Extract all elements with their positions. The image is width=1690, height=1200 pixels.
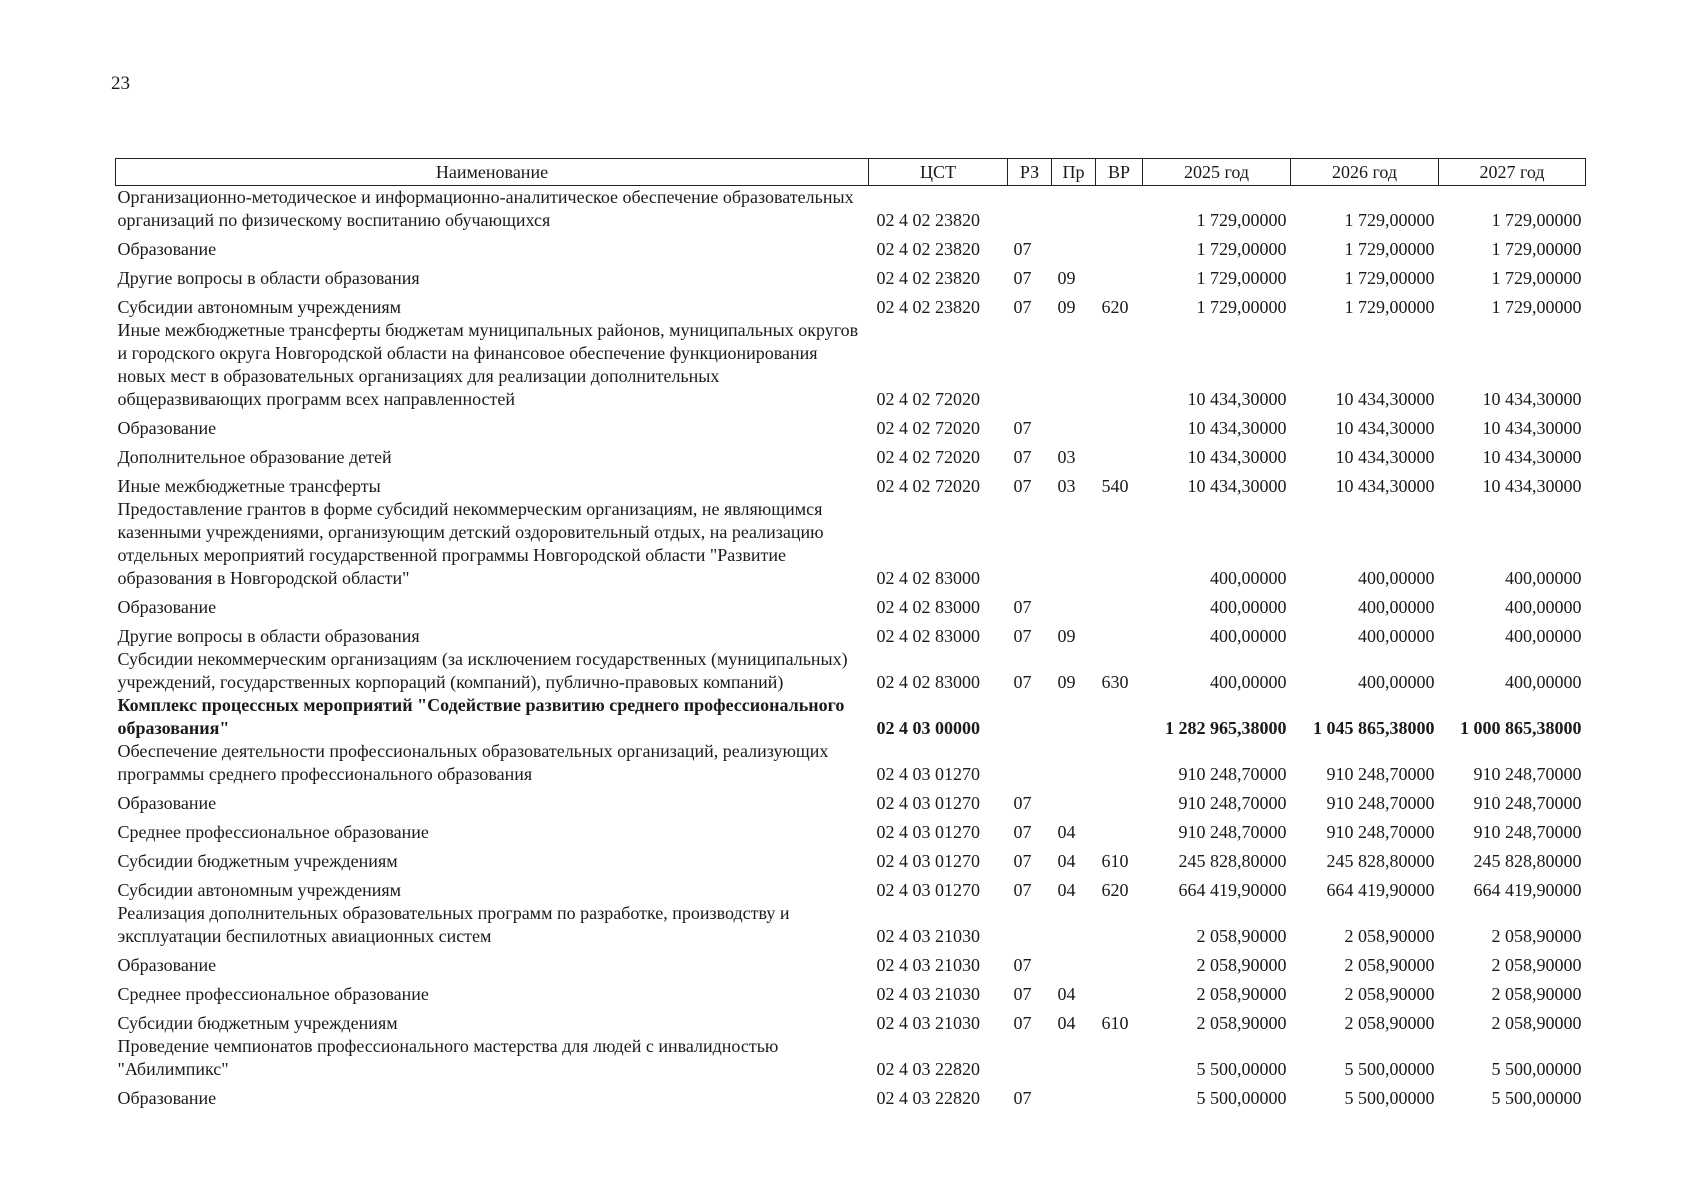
cell-name: Субсидии бюджетным учреждениям	[117, 1013, 398, 1033]
cell-cst: 02 4 03 01270	[876, 793, 980, 813]
cell-vr	[1096, 1035, 1143, 1081]
cell-pr	[1052, 694, 1096, 740]
cell-2026: 245 828,80000	[1326, 851, 1435, 871]
cell-2027: 10 434,30000	[1482, 476, 1582, 496]
cell-2025: 1 729,00000	[1196, 239, 1287, 259]
cell-cst: 02 4 02 23820	[876, 268, 980, 288]
table-row	[116, 977, 1586, 1006]
cell-cst: 02 4 02 72020	[876, 447, 980, 467]
table-row	[116, 440, 1586, 469]
cell-cst: 02 4 03 00000	[876, 718, 980, 738]
cell-rz: 07	[1013, 984, 1032, 1004]
cell-2026: 910 248,70000	[1326, 793, 1435, 813]
header-vr: ВР	[1096, 159, 1143, 186]
cell-2026: 400,00000	[1358, 568, 1435, 588]
cell-rz: 07	[1013, 1088, 1032, 1108]
cell-name: Организационно-методическое и информационно-аналитическое обеспечение образовательных организаций по физическому воспитанию обучающихся	[117, 187, 854, 230]
cell-2025: 400,00000	[1210, 672, 1287, 692]
cell-2027: 1 000 865,38000	[1460, 718, 1582, 738]
cell-2026: 910 248,70000	[1326, 764, 1435, 784]
cell-cst: 02 4 03 22820	[876, 1059, 980, 1079]
cell-2025: 910 248,70000	[1178, 822, 1287, 842]
cell-rz	[1008, 740, 1052, 786]
cell-name: Другие вопросы в области образования	[117, 268, 420, 288]
cell-2026: 5 500,00000	[1344, 1059, 1435, 1079]
cell-2026: 2 058,90000	[1344, 926, 1435, 946]
cell-pr: 04	[1057, 1013, 1076, 1033]
cell-2025: 10 434,30000	[1187, 476, 1287, 496]
table-row	[116, 232, 1586, 261]
cell-pr	[1052, 786, 1096, 815]
cell-2025: 910 248,70000	[1178, 793, 1287, 813]
budget-table	[115, 158, 1586, 1110]
cell-vr	[1096, 186, 1143, 233]
table-row	[116, 261, 1586, 290]
header-name: Наименование	[116, 159, 869, 186]
cell-cst: 02 4 02 83000	[876, 597, 980, 617]
cell-rz: 07	[1013, 955, 1032, 975]
cell-vr	[1096, 902, 1143, 948]
cell-2026: 1 729,00000	[1344, 210, 1435, 230]
table-row	[116, 1081, 1586, 1110]
table-row	[116, 648, 1586, 694]
cell-2027: 2 058,90000	[1491, 984, 1582, 1004]
cell-pr: 04	[1057, 984, 1076, 1004]
cell-2026: 910 248,70000	[1326, 822, 1435, 842]
cell-2027: 5 500,00000	[1491, 1088, 1582, 1108]
table-row	[116, 186, 1586, 233]
cell-name: Субсидии автономным учреждениям	[117, 297, 402, 317]
cell-pr: 03	[1057, 447, 1076, 467]
cell-rz: 07	[1013, 597, 1032, 617]
cell-cst: 02 4 03 01270	[876, 764, 980, 784]
table-row	[116, 844, 1586, 873]
table-row	[116, 948, 1586, 977]
cell-2027: 5 500,00000	[1491, 1059, 1582, 1079]
cell-2025: 910 248,70000	[1178, 764, 1287, 784]
cell-vr	[1096, 1081, 1143, 1110]
cell-name: Иные межбюджетные трансферты бюджетам муниципальных районов, муниципальных округов и городского округа Новгородской области на финансовое обеспечение функционирования новых мест в образовательных организациях для реализации дополнительных общеразвивающих программ всех направленностей	[117, 320, 859, 409]
cell-rz	[1008, 694, 1052, 740]
cell-pr: 09	[1057, 672, 1076, 692]
cell-2027: 10 434,30000	[1482, 418, 1582, 438]
cell-2025: 5 500,00000	[1196, 1059, 1287, 1079]
cell-2027: 400,00000	[1505, 597, 1582, 617]
cell-pr: 03	[1057, 476, 1076, 496]
cell-2025: 2 058,90000	[1196, 1013, 1287, 1033]
cell-cst: 02 4 03 21030	[876, 1013, 980, 1033]
cell-2027: 2 058,90000	[1491, 1013, 1582, 1033]
cell-rz	[1008, 498, 1052, 590]
cell-2027: 910 248,70000	[1473, 822, 1582, 842]
cell-cst: 02 4 03 21030	[876, 955, 980, 975]
cell-pr	[1052, 319, 1096, 411]
cell-rz	[1008, 319, 1052, 411]
cell-pr	[1052, 411, 1096, 440]
cell-2027: 400,00000	[1505, 568, 1582, 588]
cell-name: Субсидии бюджетным учреждениям	[117, 851, 398, 871]
cell-rz: 07	[1013, 447, 1032, 467]
table-row	[116, 619, 1586, 648]
cell-2025: 1 729,00000	[1196, 297, 1287, 317]
cell-2025: 5 500,00000	[1196, 1088, 1287, 1108]
cell-pr	[1052, 1081, 1096, 1110]
cell-2025: 1 729,00000	[1196, 210, 1287, 230]
cell-pr: 04	[1057, 851, 1076, 871]
cell-2026: 2 058,90000	[1344, 984, 1435, 1004]
cell-2027: 2 058,90000	[1491, 955, 1582, 975]
cell-2026: 10 434,30000	[1335, 389, 1435, 409]
cell-rz	[1008, 1035, 1052, 1081]
cell-rz: 07	[1013, 880, 1032, 900]
cell-name: Образование	[117, 955, 217, 975]
cell-rz: 07	[1013, 1013, 1032, 1033]
cell-name: Среднее профессиональное образование	[117, 984, 429, 1004]
cell-pr	[1052, 740, 1096, 786]
cell-rz	[1008, 186, 1052, 233]
cell-pr	[1052, 590, 1096, 619]
cell-2027: 910 248,70000	[1473, 764, 1582, 784]
cell-2025: 1 729,00000	[1196, 268, 1287, 288]
cell-pr	[1052, 186, 1096, 233]
cell-2027: 910 248,70000	[1473, 793, 1582, 813]
cell-cst: 02 4 02 83000	[876, 672, 980, 692]
cell-2026: 10 434,30000	[1335, 476, 1435, 496]
cell-pr	[1052, 902, 1096, 948]
cell-cst: 02 4 03 01270	[876, 880, 980, 900]
cell-name: Образование	[117, 597, 217, 617]
table-row	[116, 873, 1586, 902]
cell-pr: 04	[1057, 880, 1076, 900]
cell-cst: 02 4 02 83000	[876, 626, 980, 646]
cell-2025: 2 058,90000	[1196, 984, 1287, 1004]
cell-2027: 1 729,00000	[1491, 210, 1582, 230]
cell-2026: 664 419,90000	[1326, 880, 1435, 900]
cell-vr	[1096, 786, 1143, 815]
table-body	[116, 186, 1586, 1111]
cell-vr	[1096, 440, 1143, 469]
cell-vr	[1096, 319, 1143, 411]
cell-2025: 10 434,30000	[1187, 389, 1287, 409]
cell-name: Реализация дополнительных образовательных программ по разработке, производству и эксплуатации беспилотных авиационных систем	[117, 903, 790, 946]
table-row	[116, 319, 1586, 411]
cell-cst: 02 4 02 72020	[876, 476, 980, 496]
cell-pr: 09	[1057, 626, 1076, 646]
cell-rz: 07	[1013, 626, 1032, 646]
cell-rz: 07	[1013, 672, 1032, 692]
cell-cst: 02 4 03 01270	[876, 822, 980, 842]
table-row	[116, 290, 1586, 319]
table-row	[116, 1006, 1586, 1035]
cell-2026: 1 729,00000	[1344, 297, 1435, 317]
cell-2025: 400,00000	[1210, 597, 1287, 617]
cell-2027: 1 729,00000	[1491, 268, 1582, 288]
cell-vr	[1096, 498, 1143, 590]
cell-vr	[1096, 232, 1143, 261]
cell-name: Образование	[117, 239, 217, 259]
header-2026: 2026 год	[1291, 159, 1439, 186]
cell-vr	[1096, 261, 1143, 290]
header-2027: 2027 год	[1439, 159, 1586, 186]
cell-name: Другие вопросы в области образования	[117, 626, 420, 646]
cell-vr: 620	[1101, 297, 1129, 317]
table-row	[116, 1035, 1586, 1081]
cell-name: Дополнительное образование детей	[117, 447, 392, 467]
cell-name: Субсидии автономным учреждениям	[117, 880, 402, 900]
cell-pr	[1052, 498, 1096, 590]
cell-vr: 630	[1101, 672, 1129, 692]
cell-2025: 1 282 965,38000	[1165, 718, 1287, 738]
header-cst: ЦСТ	[869, 159, 1008, 186]
cell-rz: 07	[1013, 239, 1032, 259]
cell-vr: 610	[1101, 1013, 1129, 1033]
cell-2025: 400,00000	[1210, 626, 1287, 646]
cell-vr: 610	[1101, 851, 1129, 871]
cell-cst: 02 4 03 22820	[876, 1088, 980, 1108]
table-row	[116, 469, 1586, 498]
table-row	[116, 411, 1586, 440]
cell-2027: 10 434,30000	[1482, 447, 1582, 467]
cell-name: Обеспечение деятельности профессиональных образовательных организаций, реализующих программы среднего профессионального образования	[117, 741, 829, 784]
cell-2026: 5 500,00000	[1344, 1088, 1435, 1108]
cell-2025: 245 828,80000	[1178, 851, 1287, 871]
cell-cst: 02 4 03 21030	[876, 926, 980, 946]
cell-2025: 664 419,90000	[1178, 880, 1287, 900]
cell-name: Иные межбюджетные трансферты	[117, 476, 381, 496]
cell-name: Образование	[117, 793, 217, 813]
cell-2026: 1 729,00000	[1344, 239, 1435, 259]
cell-rz: 07	[1013, 297, 1032, 317]
cell-cst: 02 4 02 83000	[876, 568, 980, 588]
cell-2027: 400,00000	[1505, 626, 1582, 646]
cell-2027: 664 419,90000	[1473, 880, 1582, 900]
table-row	[116, 694, 1586, 740]
cell-2027: 400,00000	[1505, 672, 1582, 692]
cell-name: Образование	[117, 418, 217, 438]
cell-name: Проведение чемпионатов профессионального мастерства для людей с инвалидностью "Абилимпикс"	[117, 1036, 779, 1079]
cell-vr	[1096, 694, 1143, 740]
cell-name: Образование	[117, 1088, 217, 1108]
cell-2026: 2 058,90000	[1344, 955, 1435, 975]
cell-rz: 07	[1013, 476, 1032, 496]
cell-pr	[1052, 232, 1096, 261]
cell-pr: 09	[1057, 297, 1076, 317]
header-rz: РЗ	[1008, 159, 1052, 186]
cell-2027: 245 828,80000	[1473, 851, 1582, 871]
cell-rz: 07	[1013, 418, 1032, 438]
header-pr: Пр	[1052, 159, 1096, 186]
table-row	[116, 740, 1586, 786]
cell-vr: 620	[1101, 880, 1129, 900]
cell-2026: 400,00000	[1358, 672, 1435, 692]
cell-cst: 02 4 03 01270	[876, 851, 980, 871]
cell-2025: 2 058,90000	[1196, 955, 1287, 975]
cell-vr	[1096, 977, 1143, 1006]
cell-vr	[1096, 411, 1143, 440]
cell-rz: 07	[1013, 793, 1032, 813]
cell-name: Субсидии некоммерческим организациям (за исключением государственных (муниципальных) учреждений, государственных корпораций (компаний), публично-правовых компаний)	[117, 649, 848, 692]
page-number: 23	[111, 73, 130, 94]
cell-2026: 400,00000	[1358, 597, 1435, 617]
cell-name: Предоставление грантов в форме субсидий некоммерческим организациям, не являющимся казенными учреждениями, организующим детский оздоровительный отдых, на реализацию отдельных мероприятий государственной программы Новгородской области "Развитие образования в Новгородской области"	[117, 499, 824, 588]
cell-2027: 2 058,90000	[1491, 926, 1582, 946]
cell-rz: 07	[1013, 822, 1032, 842]
cell-cst: 02 4 02 72020	[876, 389, 980, 409]
cell-name: Среднее профессиональное образование	[117, 822, 429, 842]
cell-vr	[1096, 740, 1143, 786]
cell-pr: 09	[1057, 268, 1076, 288]
cell-cst: 02 4 02 23820	[876, 239, 980, 259]
cell-2026: 1 045 865,38000	[1313, 718, 1435, 738]
cell-2025: 2 058,90000	[1196, 926, 1287, 946]
cell-2027: 1 729,00000	[1491, 297, 1582, 317]
table-row	[116, 590, 1586, 619]
cell-2027: 1 729,00000	[1491, 239, 1582, 259]
header-2025: 2025 год	[1143, 159, 1291, 186]
cell-2025: 10 434,30000	[1187, 447, 1287, 467]
cell-2026: 1 729,00000	[1344, 268, 1435, 288]
cell-pr: 04	[1057, 822, 1076, 842]
cell-name: Комплекс процессных мероприятий "Содействие развитию среднего профессионального образования"	[117, 695, 845, 738]
cell-cst: 02 4 02 72020	[876, 418, 980, 438]
cell-vr: 540	[1101, 476, 1129, 496]
cell-2027: 10 434,30000	[1482, 389, 1582, 409]
cell-pr	[1052, 1035, 1096, 1081]
cell-2026: 2 058,90000	[1344, 1013, 1435, 1033]
cell-rz: 07	[1013, 851, 1032, 871]
cell-vr	[1096, 619, 1143, 648]
table-header-row	[116, 159, 1586, 186]
cell-cst: 02 4 02 23820	[876, 210, 980, 230]
cell-rz: 07	[1013, 268, 1032, 288]
table-row	[116, 815, 1586, 844]
cell-rz	[1008, 902, 1052, 948]
table-row	[116, 786, 1586, 815]
cell-2026: 400,00000	[1358, 626, 1435, 646]
cell-vr	[1096, 815, 1143, 844]
cell-cst: 02 4 03 21030	[876, 984, 980, 1004]
cell-cst: 02 4 02 23820	[876, 297, 980, 317]
table-row	[116, 498, 1586, 590]
table-row	[116, 902, 1586, 948]
cell-vr	[1096, 948, 1143, 977]
cell-2026: 10 434,30000	[1335, 447, 1435, 467]
cell-2025: 400,00000	[1210, 568, 1287, 588]
cell-pr	[1052, 948, 1096, 977]
cell-2025: 10 434,30000	[1187, 418, 1287, 438]
cell-vr	[1096, 590, 1143, 619]
cell-2026: 10 434,30000	[1335, 418, 1435, 438]
